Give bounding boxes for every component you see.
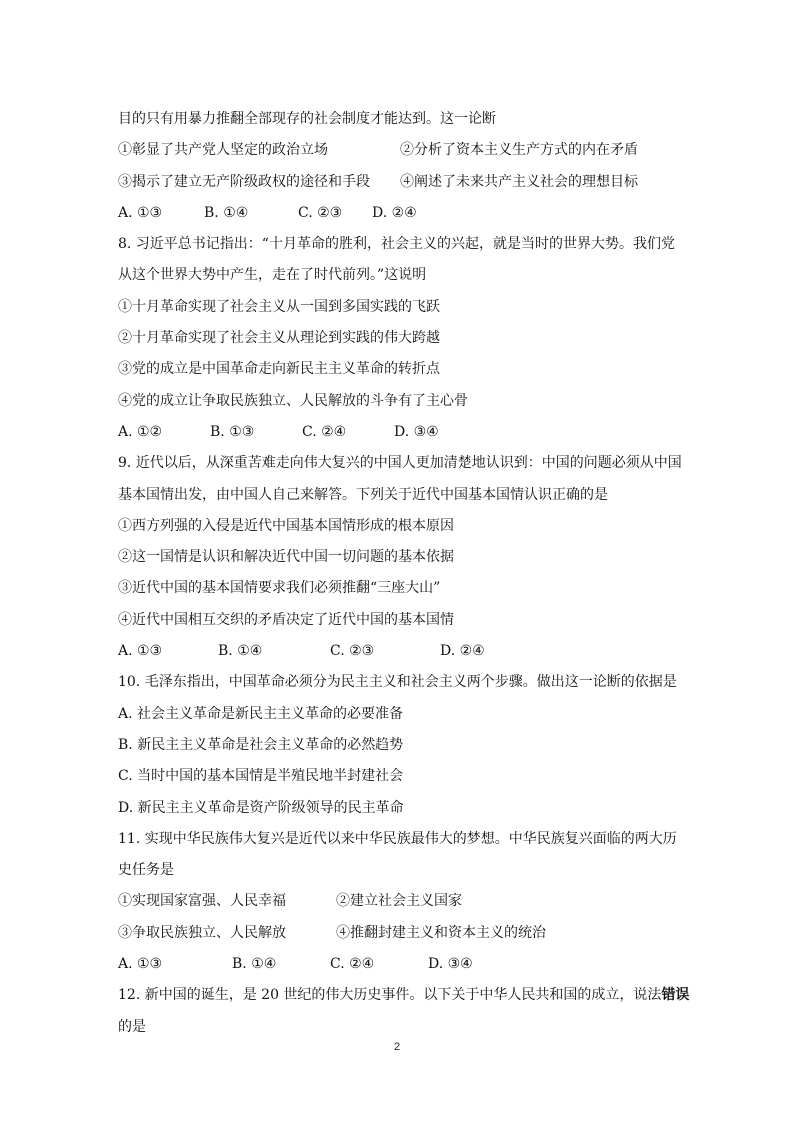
q8-option-a: A. ①② — [118, 423, 163, 440]
q11-option-c: C. ②④ — [330, 956, 375, 973]
q11-statement-2: ②建立社会主义国家 — [336, 893, 462, 910]
q10-option-b: B. 新民主主义革命是社会主义革命的必然趋势 — [118, 736, 404, 753]
q9-option-d: D. ②④ — [440, 643, 485, 660]
q12-stem-line-2: 的是 — [118, 1018, 146, 1035]
q10-option-c: C. 当时中国的基本国情是半殖民地半封建社会 — [118, 768, 404, 785]
q8-stem-line-2: 从这个世界大势中产生，走在了时代前列。”这说明 — [118, 267, 427, 284]
q11-statement-3: ③争取民族独立、人民解放 — [118, 924, 286, 941]
q9-option-c: C. ②③ — [330, 643, 375, 660]
q9-options — [118, 636, 688, 667]
q7-option-c: C. ②③ — [298, 204, 343, 221]
q11-stem-line-2: 史任务是 — [118, 862, 174, 879]
q8-option-c: C. ②④ — [302, 423, 347, 440]
q7-option-a: A. ①③ — [118, 204, 163, 221]
q7-statement-1: ①彰显了共产党人坚定的政治立场 — [118, 142, 328, 159]
q7-option-b: B. ①④ — [204, 204, 249, 221]
q8-options — [118, 417, 688, 448]
q9-statement-3: ③近代中国的基本国情要求我们必须推翻“三座大山” — [118, 580, 441, 597]
q11-option-d: D. ③④ — [428, 956, 473, 973]
q8-stem-line-1: 8. 习近平总书记指出：“十月革命的胜利，社会主义的兴起，就是当时的世界大势。我们党 — [118, 236, 675, 253]
q7-statement-3: ③揭示了建立无产阶级政权的途径和手段 — [118, 173, 370, 190]
q7-statement-2: ②分析了资本主义生产方式的内在矛盾 — [400, 142, 638, 159]
q9-stem-line-2: 基本国情出发，由中国人自己来解答。下列关于近代中国基本国情认识正确的是 — [118, 486, 608, 503]
q8-statement-1: ①十月革命实现了社会主义从一国到多国实践的飞跃 — [118, 298, 440, 315]
q7-statements-row-1 — [118, 135, 688, 166]
q10-option-a: A. 社会主义革命是新民主主义革命的必要准备 — [118, 705, 404, 722]
q11-statement-1: ①实现国家富强、人民幸福 — [118, 893, 286, 910]
q9-option-b: B. ①④ — [218, 643, 263, 660]
q12-stem-text: 12. 新中国的诞生，是 20 世纪的伟大历史事件。以下关于中华人民共和国的成立，说法 — [118, 987, 662, 1004]
q7-stem-continuation: 目的只有用暴力推翻全部现存的社会制度才能达到。这一论断 — [118, 111, 496, 127]
q11-stem-line-1: 11. 实现中华民族伟大复兴是近代以来中华民族最伟大的梦想。中华民族复兴面临的两大历 — [118, 830, 677, 847]
q8-option-b: B. ①③ — [210, 423, 255, 440]
q9-stem-line-1: 9. 近代以后，从深重苦难走向伟大复兴的中国人更加清楚地认识到：中国的问题必须从中国 — [118, 455, 682, 472]
q7-statement-4: ④阐述了未来共产主义社会的理想目标 — [400, 173, 638, 190]
q11-statements-row-1 — [118, 886, 688, 917]
q8-statement-4: ④党的成立让争取民族独立、人民解放的斗争有了主心骨 — [118, 392, 468, 409]
q9-statement-2: ②这一国情是认识和解决近代中国一切问题的基本依据 — [118, 549, 454, 566]
q8-statement-2: ②十月革命实现了社会主义从理论到实践的伟大跨越 — [118, 330, 440, 347]
q10-stem-line-1: 10. 毛泽东指出，中国革命必须分为民主主义和社会主义两个步骤。做出这一论断的依据是 — [118, 674, 677, 691]
exam-page-content — [118, 104, 688, 1043]
page-number: 2 — [393, 1041, 401, 1053]
q8-option-d: D. ③④ — [394, 423, 439, 440]
q11-options — [118, 949, 688, 980]
q7-statements-row-2 — [118, 167, 688, 198]
q7-options — [118, 198, 688, 229]
q11-statements-row-2 — [118, 918, 688, 949]
q11-statement-4: ④推翻封建主义和资本主义的统治 — [336, 924, 546, 941]
q9-option-a: A. ①③ — [118, 643, 163, 660]
q12-stem-line-1 — [118, 980, 688, 1011]
q10-option-d: D. 新民主主义革命是资产阶级领导的民主革命 — [118, 799, 404, 816]
q9-statement-1: ①西方列强的入侵是近代中国基本国情形成的根本原因 — [118, 517, 454, 534]
q12-emphasis-word: 错误 — [661, 987, 690, 1004]
q7-option-d: D. ②④ — [372, 204, 417, 221]
q9-statement-4: ④近代中国相互交织的矛盾决定了近代中国的基本国情 — [118, 611, 454, 628]
q11-option-b: B. ①④ — [232, 956, 277, 973]
q11-option-a: A. ①③ — [118, 956, 163, 973]
q8-statement-3: ③党的成立是中国革命走向新民主主义革命的转折点 — [118, 361, 440, 378]
